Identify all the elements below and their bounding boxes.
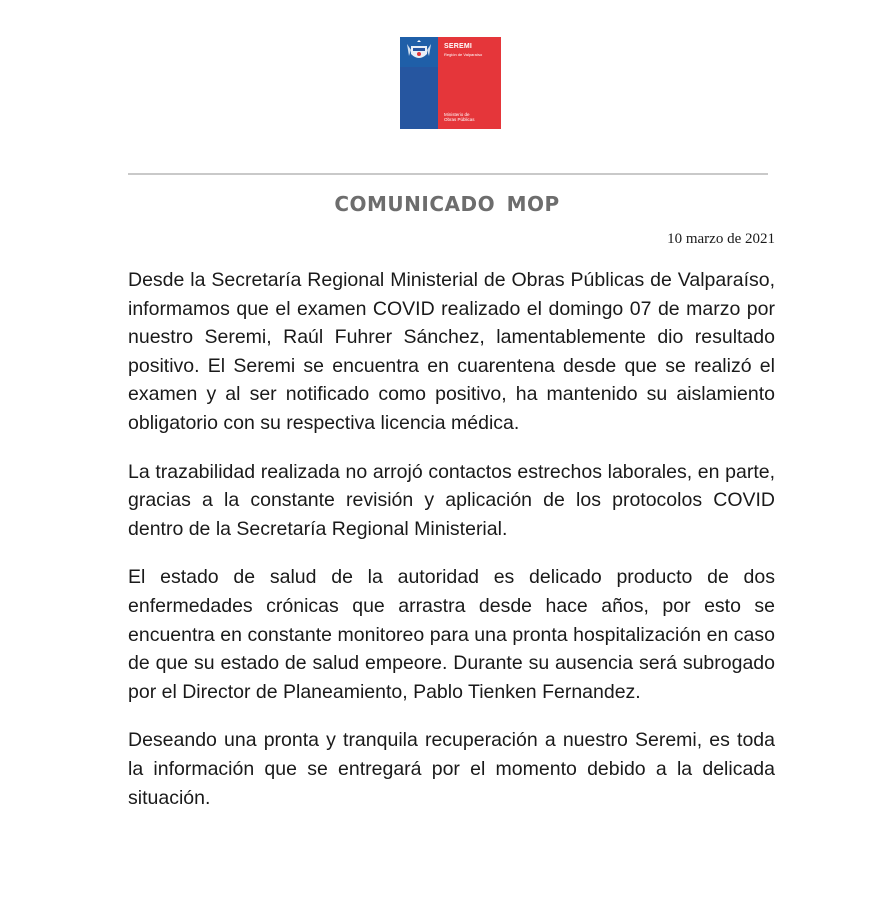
- document-date: 10 marzo de 2021: [667, 231, 775, 247]
- paragraph-1: Desde la Secretaría Regional Ministerial de Obras Públicas de Valparaíso, informamos que el examen COVID realizado el domingo 07 de marzo por nuestro Seremi, Raúl Fuhrer Sánchez, lamentablemente dio resultado positivo. El Seremi se encuentra en cuarentena desde que se realizó el examen y al ser notificado como positivo, ha mantenido su aislamiento obligatorio con su respectiva licencia médica.: [128, 269, 775, 434]
- logo-title: SEREMI: [444, 43, 473, 50]
- seremi-logo: [400, 37, 501, 129]
- logo-ministry-line1: Ministerio de: [444, 112, 470, 117]
- logo-blue-band: [400, 37, 438, 129]
- paragraph-3: El estado de salud de la autoridad es delicado producto de dos enfermedades crónicas que arrastra desde hace años, por esto se encuentra en constante monitoreo para una pronta hospitalización en caso de que su estado de salud empeore. Durante su ausencia será subrogado por el Director de Planeamiento, Pablo Tienken Fernandez.: [128, 566, 775, 703]
- logo-red-band: [438, 37, 501, 129]
- document-title: COMUNICADO MOP: [334, 192, 560, 216]
- coat-of-arms-icon: [403, 40, 435, 66]
- document-body: [128, 266, 775, 832]
- logo-ministry: [444, 112, 500, 122]
- logo-subtitle: Región de Valparaíso: [444, 52, 483, 57]
- paragraph-4: Deseando una pronta y tranquila recuperación a nuestro Seremi, es toda la información que se entregará por el momento debido a la delicada situación.: [128, 729, 775, 809]
- header-divider: [128, 173, 768, 175]
- logo-ministry-line2: Obras Públicas: [444, 117, 475, 122]
- paragraph-2: La trazabilidad realizada no arrojó contactos estrechos laborales, en parte, gracias a la constante revisión y aplicación de los protocolos COVID dentro de la Secretaría Regional Ministerial.: [128, 460, 775, 540]
